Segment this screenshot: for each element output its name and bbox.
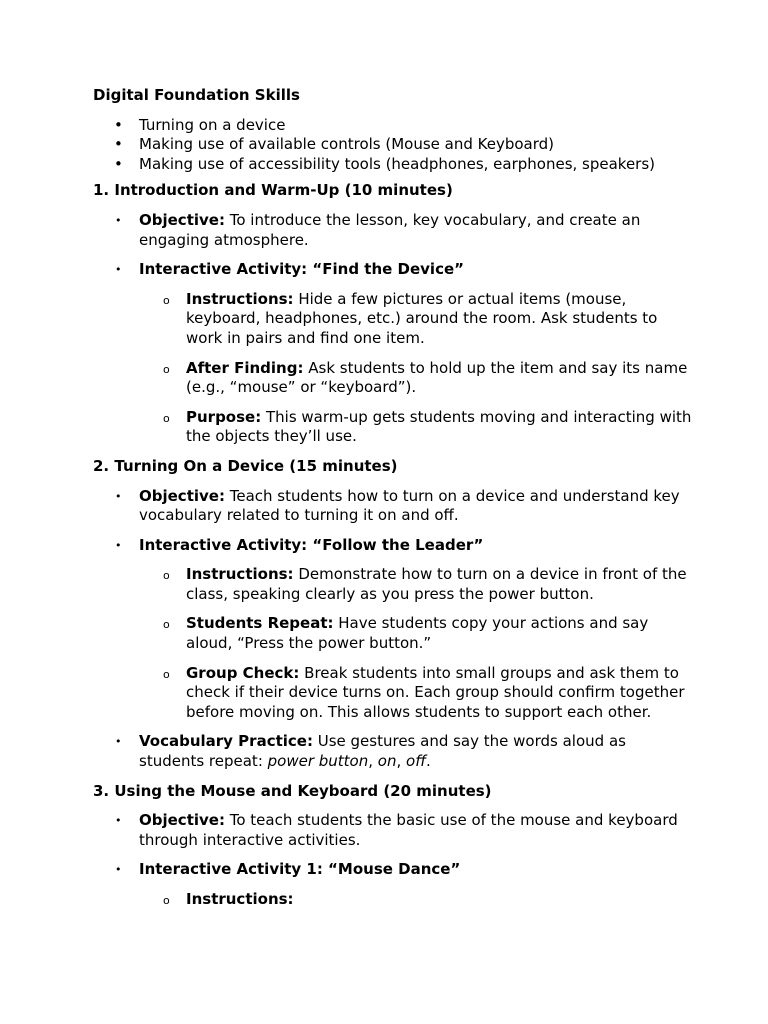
sub-list-item: o After Finding: Ask students to hold up the item and say its name (e.g., “mouse” or “keyboard”).	[163, 358, 688, 397]
list-item: • Objective: To introduce the lesson, key vocabulary, and create an engaging atmosphere.	[115, 210, 641, 249]
bullet-icon: •	[115, 489, 122, 503]
list-item: • Vocabulary Practice: Use gestures and say the words aloud as students repeat: power button, on, off.	[115, 732, 626, 771]
list-item: • Turning on a device	[114, 115, 286, 134]
bullet-icon: •	[114, 115, 123, 134]
circle-bullet-icon: o	[163, 618, 170, 632]
bullet-icon: •	[115, 735, 122, 749]
bullet-icon: •	[114, 154, 123, 173]
sub-list-item: o Instructions: Hide a few pictures or actual items (mouse, keyboard, headphones, etc.) around the room. Ask students to work in pairs and find one item.	[163, 289, 658, 347]
document-title: Digital Foundation Skills	[93, 86, 300, 104]
circle-bullet-icon: o	[163, 411, 170, 425]
section-heading: 1. Introduction and Warm-Up (10 minutes)	[93, 181, 453, 200]
list-item: • Interactive Activity: “Follow the Leader”	[115, 535, 484, 554]
sub-list-item: o Students Repeat: Have students copy your actions and say aloud, “Press the power button.”	[163, 614, 649, 653]
list-item: • Objective: Teach students how to turn on a device and understand key vocabulary related to turning it on and off.	[115, 486, 680, 525]
list-item: • Making use of accessibility tools (headphones, earphones, speakers)	[114, 154, 656, 173]
list-item: • Interactive Activity: “Find the Device”	[115, 260, 464, 279]
circle-bullet-icon: o	[163, 362, 170, 376]
sub-list-item: o Purpose: This warm-up gets students moving and interacting with the objects they’ll use.	[163, 407, 692, 446]
list-item: • Objective: To teach students the basic use of the mouse and keyboard through interactive activities.	[115, 811, 678, 849]
bullet-icon: •	[115, 263, 122, 277]
document-page	[93, 86, 693, 920]
section-heading: 3. Using the Mouse and Keyboard (20 minutes)	[93, 781, 492, 800]
list-item: • Interactive Activity 1: “Mouse Dance”	[115, 860, 461, 879]
bullet-icon: •	[115, 863, 122, 877]
sub-list-item: o Group Check: Break students into small groups and ask them to check if their device turns on. Each group should confirm together before moving on. This allows students to support each other.	[163, 663, 685, 721]
top-bullet-list	[93, 116, 693, 175]
circle-bullet-icon: o	[163, 667, 170, 681]
sub-list-item: o Instructions:	[93, 890, 693, 910]
section-heading: 2. Turning On a Device (15 minutes)	[93, 456, 398, 475]
circle-bullet-icon: o	[163, 894, 170, 907]
bullet-icon: •	[115, 814, 122, 828]
sub-list-item: o Instructions: Demonstrate how to turn on a device in front of the class, speaking clearly as you press the power button.	[163, 565, 687, 603]
bullet-icon: •	[114, 135, 123, 154]
circle-bullet-icon: o	[163, 569, 170, 583]
list-item: • Making use of available controls (Mouse and Keyboard)	[114, 135, 555, 154]
bullet-icon: •	[115, 213, 122, 227]
circle-bullet-icon: o	[163, 293, 170, 307]
bullet-icon: •	[115, 538, 122, 552]
